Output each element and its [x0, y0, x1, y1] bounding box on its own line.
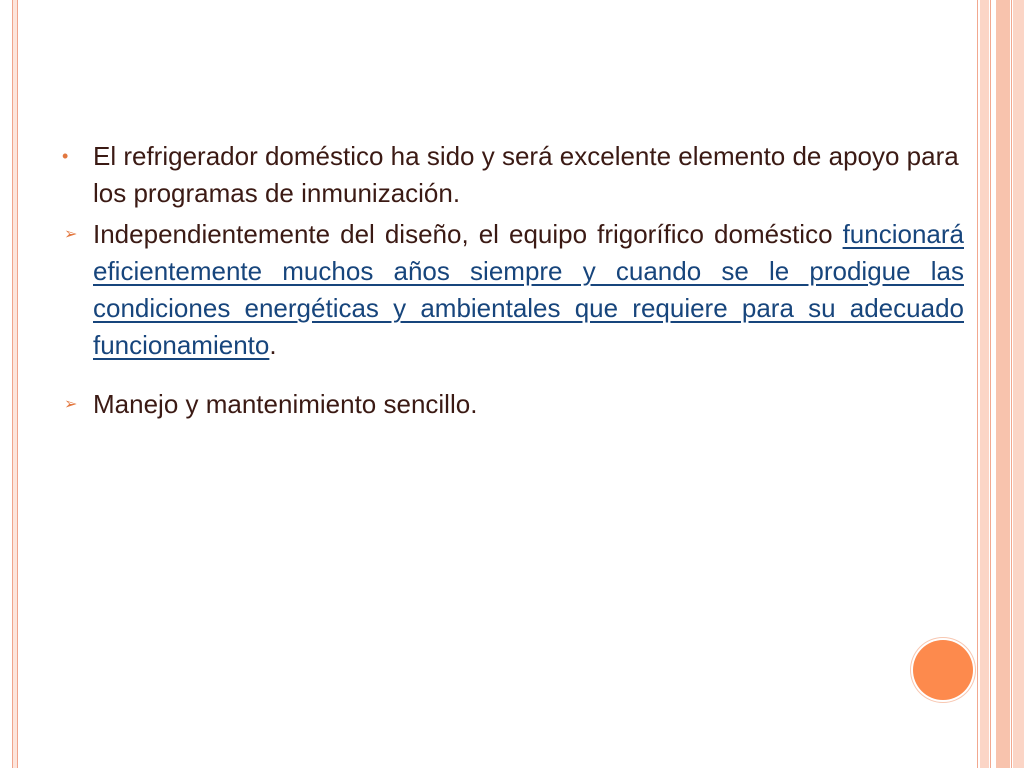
right-decorative-stripe: [977, 0, 978, 768]
bullet-list: [60, 138, 964, 423]
bullet-dot-icon: •: [62, 146, 69, 166]
decorative-orange-circle: [913, 640, 973, 700]
bullet-text: El refrigerador doméstico ha sido y será excelente elemento de apoyo para los programas de inmunización.: [93, 141, 959, 208]
bullet-text: Independientemente del diseño, el equipo frigorífico doméstico: [93, 219, 843, 249]
arrow-bullet-icon: ➢: [64, 396, 78, 413]
right-decorative-stripe: [996, 0, 1010, 768]
right-decorative-stripe: [1013, 0, 1024, 768]
arrow-bullet-icon: ➢: [64, 226, 78, 243]
left-decorative-border: [12, 0, 18, 768]
bullet-item: [60, 138, 964, 212]
bullet-text-end: .: [269, 330, 277, 360]
right-decorative-stripe: [990, 0, 991, 768]
hyperlink-text[interactable]: funcionará eficientemente muchos años siempre y cuando se le prodigue las condiciones energéticas y ambientales que requiere para su adecuado funcionamiento: [93, 219, 964, 360]
right-decorative-stripe: [1011, 0, 1012, 768]
bullet-item: [60, 386, 964, 423]
right-decorative-stripe: [980, 0, 989, 768]
bullet-item: [60, 216, 964, 364]
bullet-text: Manejo y mantenimiento sencillo.: [93, 389, 478, 419]
